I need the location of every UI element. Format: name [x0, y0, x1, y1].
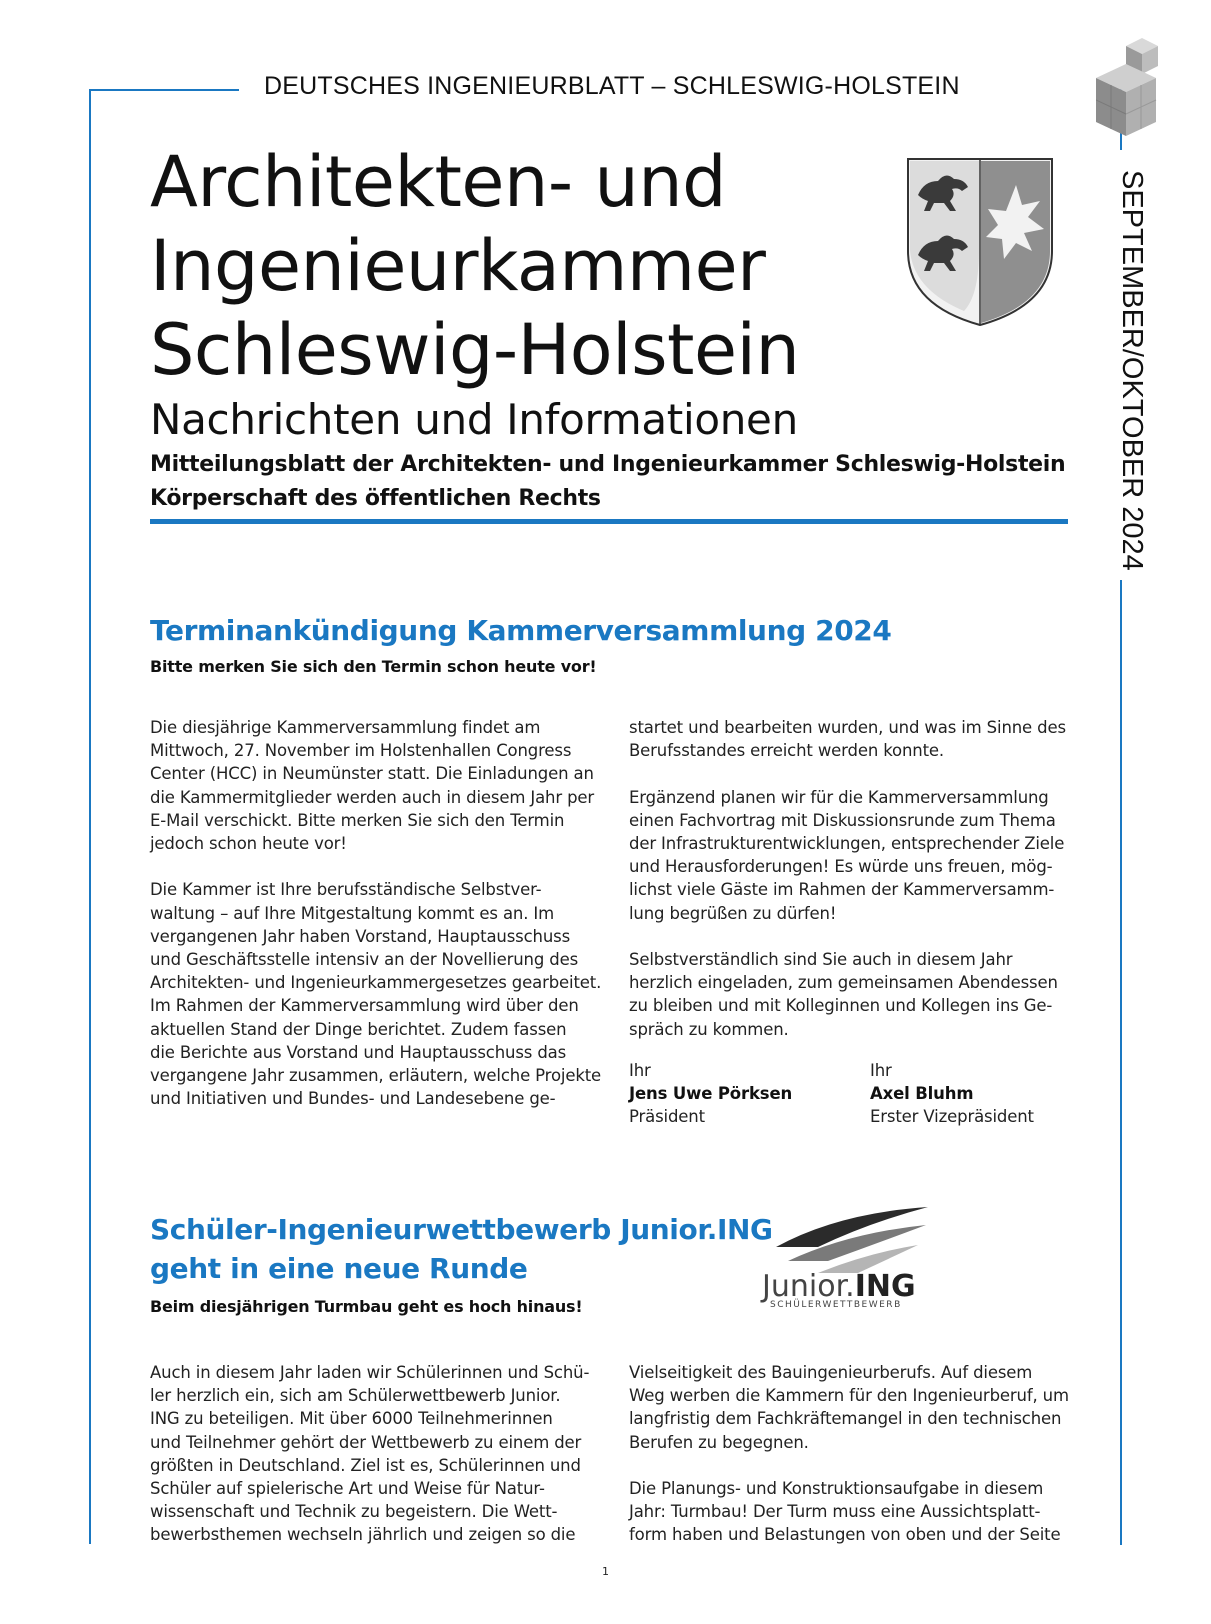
signature-salutation: Ihr [870, 1061, 892, 1080]
text-line: Berufen zu begegnen. [629, 1432, 809, 1452]
running-head: DEUTSCHES INGENIEURBLATT – SCHLESWIG-HOLSTEIN [264, 72, 960, 100]
text-line: und Initiativen und Bundes- und Landesebene ge- [150, 1089, 556, 1109]
frame-line-top [89, 89, 239, 91]
text-line: Selbstverständlich sind Sie auch in diesem Jahr [629, 950, 1013, 969]
masthead-rule [150, 519, 1068, 524]
article2-lead: Beim diesjährigen Turmbau geht es hoch hinaus! [150, 1297, 583, 1316]
signature-role: Präsident [629, 1107, 705, 1127]
frame-line-right-bottom [1120, 580, 1122, 1545]
text-line: Die Planungs- und Konstruktionsaufgabe in diesem [629, 1479, 1044, 1498]
text-line: ING zu beteiligen. Mit über 6000 Teilnehmerinnen [150, 1409, 553, 1429]
article2-column-2 [629, 1361, 1074, 1570]
article2-headline-line2: geht in eine neue Runde [150, 1252, 528, 1285]
text-line: größten in Deutschland. Ziel ist es, Schülerinnen und [150, 1455, 581, 1475]
text-line: Die diesjährige Kammerversammlung findet am [150, 718, 541, 737]
signature-name: Axel Bluhm [870, 1084, 974, 1104]
paragraph [150, 1361, 595, 1547]
text-line: wissenschaft und Technik zu begeistern. Die Wett- [150, 1502, 558, 1522]
masthead-title [150, 140, 799, 392]
article1-column-2 [629, 716, 1074, 1064]
text-line: Die Kammer ist Ihre berufsständische Selbstver- [150, 880, 542, 900]
text-line: Auch in diesem Jahr laden wir Schülerinnen und Schü- [150, 1363, 590, 1382]
paragraph [629, 948, 1074, 1041]
masthead-title-line: Architekten- und [150, 141, 727, 223]
text-line: startet und bearbeiten wurden, und was im Sinne des [629, 718, 1066, 737]
text-line: vergangene Jahr zusammen, erläutern, welche Projekte [150, 1066, 602, 1086]
junior-ing-logo-text-main: Junior. [762, 1269, 855, 1304]
page-number: 1 [602, 1565, 609, 1578]
text-line: einen Fachvortrag mit Diskussionsrunde zum Thema [629, 810, 1056, 830]
text-line: jedoch schon heute vor! [150, 834, 347, 854]
article1-column-1 [150, 716, 602, 1134]
text-line: Mittwoch, 27. November im Holstenhallen Congress [150, 741, 572, 761]
text-line: Architekten- und Ingenieurkammergesetzes gearbeitet. [150, 973, 602, 993]
signature-salutation: Ihr [629, 1061, 651, 1080]
junior-ing-logo-subtext: SCHÜLERWETTBEWERB [770, 1300, 902, 1308]
text-line: lichst viele Gäste im Rahmen der Kammerversamm- [629, 880, 1055, 900]
signature-name: Jens Uwe Pörksen [629, 1084, 793, 1104]
signature-president [629, 1059, 792, 1129]
text-line: Vielseitigkeit des Bauingenieurberufs. Auf diesem [629, 1363, 1033, 1382]
text-line: Ergänzend planen wir für die Kammerversammlung [629, 787, 1049, 807]
masthead-title-line: Schleswig-Holstein [150, 309, 800, 391]
article1-lead: Bitte merken Sie sich den Termin schon heute vor! [150, 657, 597, 676]
text-line: die Kammermitglieder werden auch in diesem Jahr per [150, 787, 595, 807]
junior-ing-logo-text-bold: ING [854, 1269, 916, 1304]
text-line: form haben und Belastungen von oben und der Seite [629, 1525, 1061, 1545]
text-line: E-Mail verschickt. Bitte merken Sie sich den Termin [150, 810, 565, 830]
text-line: und Herausforderungen! Es würde uns freuen, mög- [629, 857, 1053, 877]
issue-date-vertical: SEPTEMBER/OKTOBER 2024 [1116, 170, 1148, 571]
masthead-title-line: Ingenieurkammer [150, 225, 766, 307]
text-line: Jahr: Turmbau! Der Turm muss eine Aussichtsplatt- [629, 1502, 1041, 1522]
article2-column-1 [150, 1361, 595, 1570]
signature-role: Erster Vizepräsident [870, 1107, 1034, 1127]
text-line: vergangenen Jahr haben Vorstand, Hauptausschuss [150, 926, 571, 946]
paragraph [629, 1361, 1074, 1454]
text-line: lung begrüßen zu dürfen! [629, 903, 837, 923]
text-line: spräch zu kommen. [629, 1019, 789, 1039]
paragraph [629, 786, 1074, 925]
text-line: waltung – auf Ihre Mitgestaltung kommt es an. Im [150, 903, 555, 923]
text-line: Berufsstandes erreicht werden konnte. [629, 741, 945, 761]
text-line: Weg werben die Kammern für den Ingenieurberuf, um [629, 1386, 1069, 1406]
frame-line-left [89, 89, 91, 1544]
paragraph [150, 716, 595, 855]
coat-of-arms-icon [904, 155, 1056, 329]
text-line: der Infrastrukturentwicklungen, entsprechender Ziele [629, 834, 1065, 853]
junior-ing-logo-text [760, 1269, 916, 1304]
text-line: zu bleiben und mit Kolleginnen und Kollegen ins Ge- [629, 996, 1053, 1016]
text-line: und Teilnehmer gehört der Wettbewerb zu einem der [150, 1432, 582, 1452]
text-line: langfristig dem Fachkräftemangel in den technischen [629, 1409, 1062, 1429]
article2-headline-line1: Schüler-Ingenieurwettbewerb Junior.ING [150, 1213, 773, 1246]
paragraph [629, 716, 1074, 762]
text-line: Schüler auf spielerische Art und Weise für Natur- [150, 1479, 545, 1499]
cube-logo-icon [1096, 36, 1168, 140]
text-line: bewerbsthemen wechseln jährlich und zeigen so die [150, 1525, 576, 1545]
text-line: aktuellen Stand der Dinge berichtet. Zudem fassen [150, 1019, 567, 1039]
masthead-subtitle: Nachrichten und Informationen [150, 395, 798, 444]
signature-vice-president [870, 1059, 1034, 1129]
paragraph [150, 878, 602, 1110]
text-line: Center (HCC) in Neumünster statt. Die Einladungen an [150, 764, 594, 784]
junior-ing-logo [758, 1203, 933, 1308]
paragraph [629, 1477, 1074, 1547]
masthead-publication-line: Mitteilungsblatt der Architekten- und Ingenieurkammer Schleswig-Holstein [150, 452, 1066, 477]
text-line: herzlich eingeladen, zum gemeinsamen Abendessen [629, 973, 1058, 993]
article1-headline: Terminankündigung Kammerversammlung 2024 [150, 614, 892, 647]
text-line: ler herzlich ein, sich am Schülerwettbewerb Junior. [150, 1386, 561, 1406]
text-line: die Berichte aus Vorstand und Hauptausschuss das [150, 1042, 567, 1062]
masthead-legal-line: Körperschaft des öffentlichen Rechts [150, 486, 601, 511]
text-line: Im Rahmen der Kammerversammlung wird über den [150, 996, 579, 1016]
text-line: und Geschäftsstelle intensiv an der Novellierung des [150, 950, 579, 970]
